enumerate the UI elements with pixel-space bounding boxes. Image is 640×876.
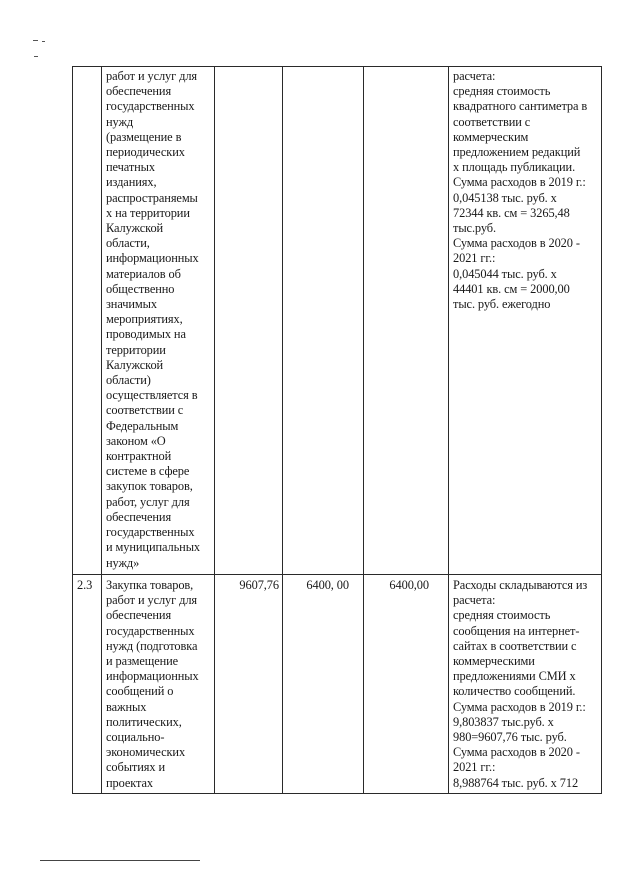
- column-divider: [214, 66, 215, 794]
- row-2-3-value-2021: 6400,00: [389, 578, 429, 592]
- row-top-name: работ и услуг для обеспечения государственных нужд (размещение в периодических печатных изданиях, распространяемы х на территории Калужской области, информационных материалов об общественно значимых мероприятиях, проводимых на территории Калужской области) осуществляется в соответствии с Федеральным законом «О контрактной системе в сфере закупок товаров, работ, услуг для обеспечения государственных и муниципальных нужд»: [106, 69, 201, 570]
- table-border-top: [72, 66, 602, 67]
- table-border-bottom: [72, 793, 602, 794]
- row-top-calculation: расчета: средняя стоимость квадратного сантиметра в соответствии с коммерческим предложением редакций х площадь публикации. Сумма расходов в 2019 г.: 0,045138 тыс. руб. х 72344 кв. см = 3265,48 тыс.руб. Сумма расходов в 2020 - 2021 гг.: 0,045044 тыс. руб. х 44401 кв. см = 2000,00 тыс. руб. ежегодно: [453, 69, 588, 312]
- column-divider: [101, 66, 102, 794]
- column-divider: [282, 66, 283, 794]
- row-2-3-name: Закупка товаров, работ и услуг для обеспечения государственных нужд (подготовка и размещение информационных сообщений о важных политических, социально- экономических событиях и проектах: [106, 578, 199, 790]
- row-2-3-number: 2.3: [77, 578, 93, 592]
- row-2-3-calculation: Расходы складываются из расчета: средняя стоимость сообщения на интернет- сайтах в соответствии с коммерческими предложениями СМИ х количество сообщений. Сумма расходов в 2019 г.: 9,803837 тыс.руб. х 980=9607,76 тыс. руб. Сумма расходов в 2020 - 2021 гг.: 8,988764 тыс. руб. х 712: [453, 578, 588, 790]
- column-divider: [448, 66, 449, 794]
- column-divider: [363, 66, 364, 794]
- row-2-3-value-2019: 9607,76: [239, 578, 279, 592]
- row-divider: [72, 574, 602, 575]
- row-2-3-value-2020: 6400, 00: [306, 578, 349, 592]
- footnote-separator: [40, 860, 200, 861]
- column-divider: [72, 66, 73, 794]
